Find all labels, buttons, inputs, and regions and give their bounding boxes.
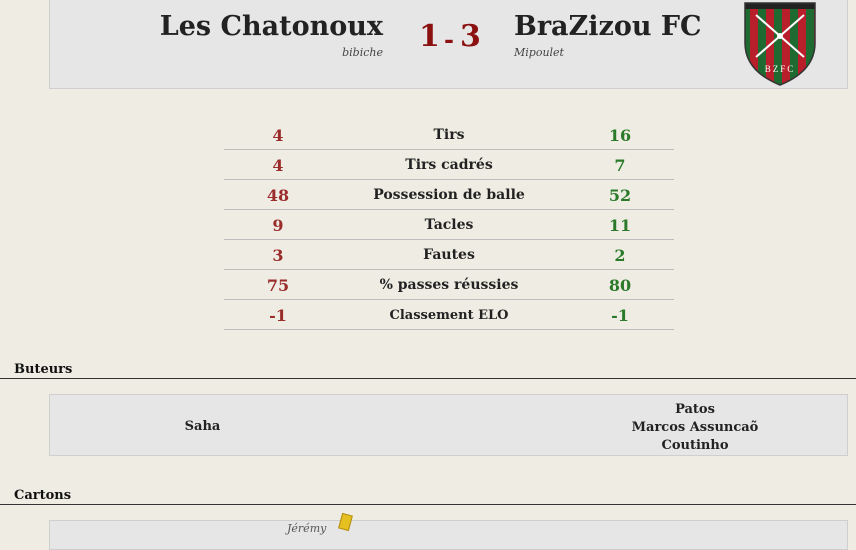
away-score: 3 — [460, 19, 481, 54]
match-stats-table — [224, 120, 674, 330]
away-team-name[interactable]: BraZizou FC — [514, 11, 702, 42]
home-team-name[interactable]: Les Chatonoux — [159, 11, 383, 42]
stat-row — [224, 210, 674, 240]
stat-label: Tirs — [433, 127, 465, 143]
crest-text: BZFC — [764, 64, 796, 74]
stat-label: Tirs cadrés — [405, 157, 493, 173]
stat-row — [224, 300, 674, 330]
away-scorers-list — [595, 401, 795, 455]
away-team-crest-icon — [742, 0, 818, 86]
away-coach-name[interactable]: Mipoulet — [514, 46, 564, 59]
stat-away-value: 11 — [608, 216, 632, 235]
home-scorer[interactable]: Saha — [184, 419, 221, 434]
stat-home-value: 3 — [272, 246, 284, 265]
cards-section-title: Cartons — [14, 488, 72, 503]
stat-home-value: 4 — [272, 126, 284, 145]
away-scorer[interactable]: Patos — [675, 402, 715, 417]
match-header — [49, 0, 848, 89]
stat-label: % passes réussies — [379, 277, 519, 293]
stat-label: Fautes — [423, 247, 475, 263]
section-divider — [0, 378, 856, 379]
scorers-panel — [49, 394, 848, 456]
stat-home-value: -1 — [269, 306, 287, 325]
stat-away-value: -1 — [611, 306, 629, 325]
yellow-card-icon — [338, 513, 353, 531]
away-scorer[interactable]: Marcos Assuncaõ — [631, 420, 759, 435]
stat-row — [224, 240, 674, 270]
stat-home-value: 48 — [266, 186, 290, 205]
stat-away-value: 7 — [614, 156, 626, 175]
section-divider — [0, 504, 856, 505]
stat-away-value: 2 — [614, 246, 626, 265]
stat-row — [224, 150, 674, 180]
scorers-section-title: Buteurs — [14, 362, 73, 377]
stat-home-value: 4 — [272, 156, 284, 175]
stat-row — [224, 270, 674, 300]
stat-row — [224, 180, 674, 210]
home-coach-name[interactable]: bibiche — [342, 46, 383, 59]
stat-away-value: 52 — [608, 186, 632, 205]
cards-panel — [49, 520, 848, 550]
home-score: 1 — [419, 19, 440, 54]
stat-home-value: 9 — [272, 216, 284, 235]
stat-row — [224, 120, 674, 150]
carded-player[interactable]: Jérémy — [287, 522, 327, 535]
stat-home-value: 75 — [266, 276, 290, 295]
stat-label: Tacles — [424, 217, 474, 233]
score-separator: - — [444, 25, 454, 54]
stat-label: Possession de balle — [373, 187, 525, 203]
away-scorer[interactable]: Coutinho — [661, 438, 729, 453]
stat-label: Classement ELO — [389, 308, 509, 323]
stat-away-value: 16 — [608, 126, 632, 145]
stat-away-value: 80 — [608, 276, 632, 295]
